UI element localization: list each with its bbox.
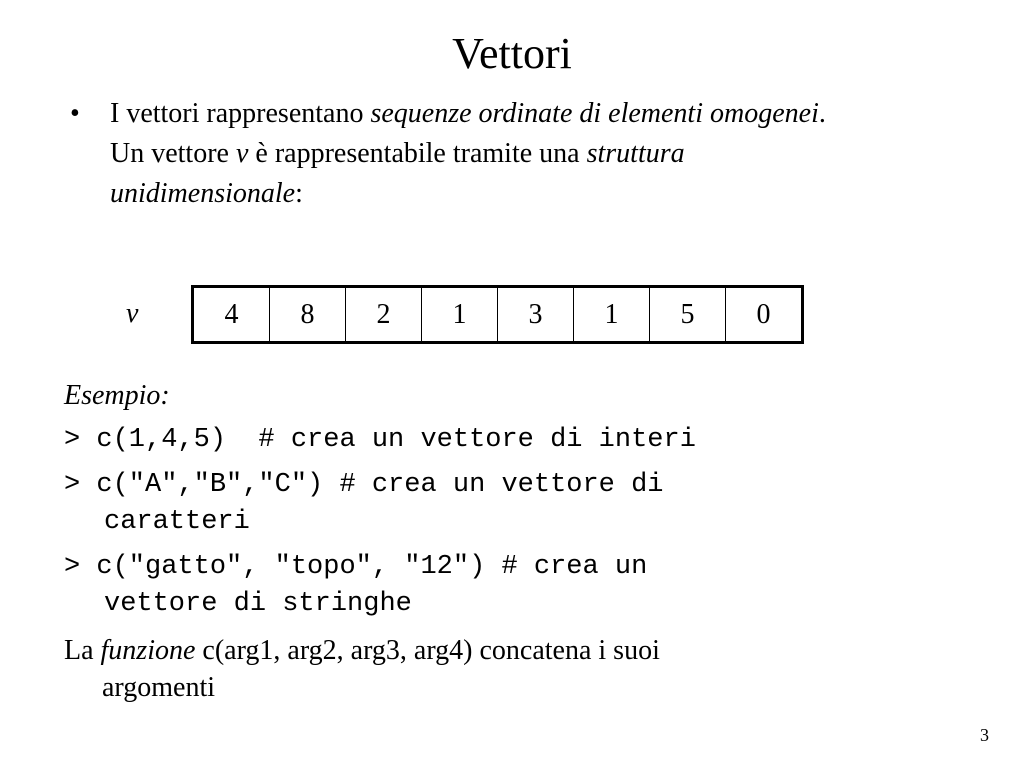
vector-cell: 1 — [574, 287, 650, 343]
function-note — [64, 632, 864, 706]
bullet-period: . — [818, 98, 826, 129]
function-note-prefix: La — [64, 635, 101, 666]
bullet-emphasis-v: v — [235, 138, 249, 169]
bullet-text — [110, 94, 864, 214]
bullet-intro-text: I vettori rappresentano — [110, 98, 371, 129]
code-line-integers: > c(1,4,5) # crea un vettore di interi — [64, 425, 696, 455]
code-line-strings-continuation: vettore di stringhe — [104, 589, 412, 619]
function-note-continuation: argomenti — [102, 672, 216, 703]
bullet-emphasis-structure: struttura unidimensionale — [110, 138, 685, 209]
slide-title: Vettori — [452, 29, 572, 78]
bullet-emphasis-sequences: sequenze ordinate di elementi omogenei — [370, 98, 819, 129]
bullet-second-middle: è rappresentabile tramite una — [248, 138, 587, 169]
code-line-characters-first: > c("A","B","C") # crea un vettore di — [64, 470, 664, 500]
bullet-icon: • — [70, 98, 80, 129]
vector-table — [191, 285, 804, 344]
vector-label: v — [126, 298, 139, 329]
code-line-strings — [64, 549, 884, 623]
bullet-paragraph — [64, 94, 864, 214]
function-note-emphasis: funzione — [100, 635, 196, 666]
page-number: 3 — [980, 725, 989, 745]
function-note-body: c(arg1, arg2, arg3, arg4) concatena i suoi — [195, 635, 660, 666]
vector-cell: 4 — [193, 287, 270, 343]
example-heading: Esempio: — [64, 380, 170, 411]
code-line-characters — [64, 467, 884, 541]
vector-cell: 2 — [346, 287, 422, 343]
bullet-colon: : — [295, 178, 303, 209]
vector-cell: 5 — [650, 287, 726, 343]
code-line-characters-continuation: caratteri — [104, 507, 250, 537]
code-line-strings-first: > c("gatto", "topo", "12") # crea un — [64, 552, 648, 582]
vector-cell: 0 — [726, 287, 803, 343]
bullet-second-text: Un vettore — [110, 138, 236, 169]
vector-row — [193, 287, 803, 343]
vector-cell: 3 — [498, 287, 574, 343]
vector-cell: 8 — [270, 287, 346, 343]
vector-cell: 1 — [422, 287, 498, 343]
